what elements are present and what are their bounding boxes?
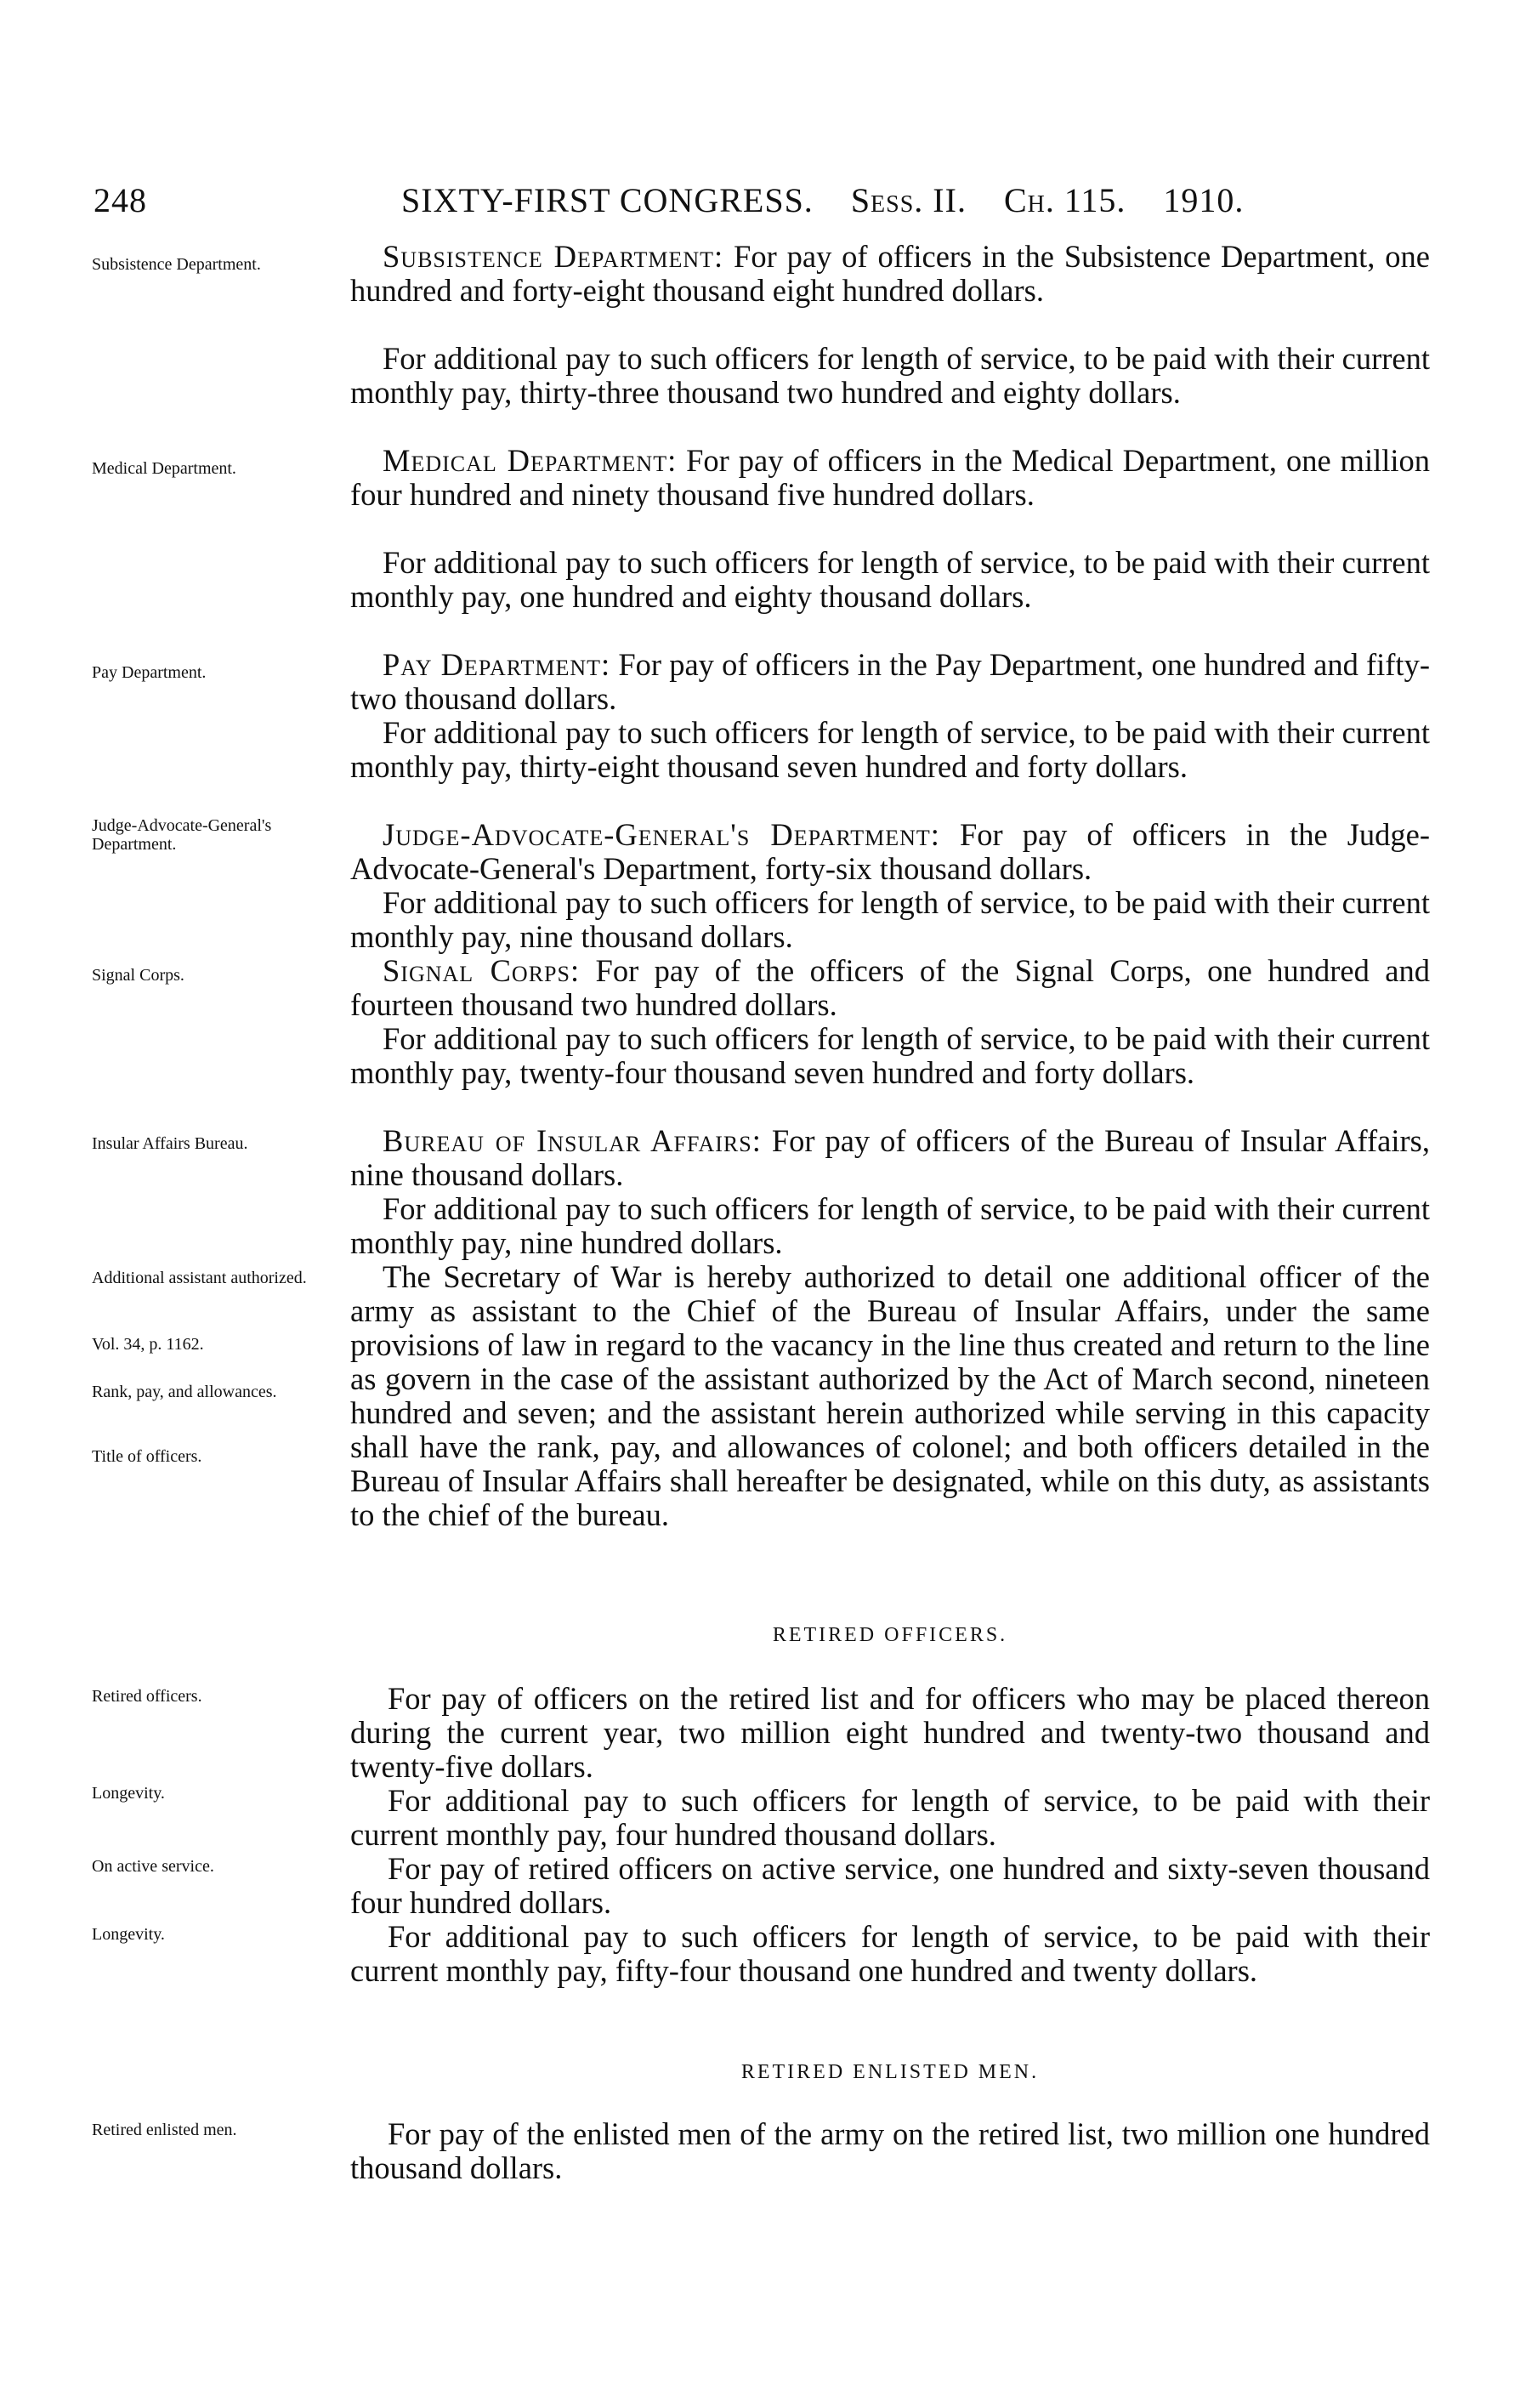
margin-note: Longevity. xyxy=(92,1784,165,1803)
margin-note: Vol. 34, p. 1162. xyxy=(92,1335,204,1354)
paragraph: For additional pay to such officers for length of service, to be paid with their current monthly pay, nine hundred dollars. xyxy=(350,1191,1430,1260)
paragraph: Medical Department: For pay of officers in the Medical Department, one million four hundred and ninety thousand five hundred dollars. xyxy=(350,443,1431,512)
paragraph: Signal Corps: For pay of the officers of the Signal Corps, one hundred and fourteen thousand two hundred dollars. xyxy=(350,953,1430,1022)
margin-note: Subsistence Department. xyxy=(92,255,261,274)
paragraph: For additional pay to such officers for length of service, to be paid with their current monthly pay, four hundred thousand dollars. xyxy=(350,1783,1430,1852)
paragraph: For additional pay to such officers for length of service, to be paid with their current monthly pay, nine thousand dollars. xyxy=(350,885,1430,954)
margin-note: Retired enlisted men. xyxy=(92,2121,237,2139)
margin-note: On active service. xyxy=(92,1857,214,1876)
paragraph: For additional pay to such officers for length of service, to be paid with their current monthly pay, twenty-four thousand seven hundred and forty dollars. xyxy=(350,1021,1430,1090)
paragraph: Subsistence Department: For pay of officers in the Subsistence Department, one hundred and forty-eight thousand eight hundred dollars. xyxy=(350,239,1430,308)
paragraph: For pay of officers on the retired list and for officers who may be placed thereon during the current year, two million eight hundred and twenty-two thousand and twenty-five dollars. xyxy=(350,1681,1430,1784)
margin-note: Judge-Advocate-General's Department. xyxy=(92,816,272,854)
paragraph: For additional pay to such officers for length of service, to be paid with their current monthly pay, thirty-eight thousand seven hundred and forty dollars. xyxy=(350,715,1430,784)
margin-note: Longevity. xyxy=(92,1925,165,1944)
paragraph: The Secretary of War is hereby authorized to detail one additional officer of the army as assistant to the Chief of the Bureau of Insular Affairs, under the same provisions of law in regard to the vacancy in the line thus created and return to the line as govern in the case of the assistant authorized by the Act of March second, nineteen hundred and seven; and the assistant herein authorized while serving in this capacity shall have the rank, pay, and allowances of colonel; and both officers detailed in the Bureau of Insular Affairs shall hereafter be designated, while on this duty, as assistants to the chief of the bureau. xyxy=(350,1259,1430,1532)
running-header xyxy=(94,180,1437,223)
year: 1910. xyxy=(1163,181,1245,219)
paragraph: For additional pay to such officers for length of service, to be paid with their current monthly pay, thirty-three thousand two hundred and eighty dollars. xyxy=(350,341,1430,410)
margin-note: Medical Department. xyxy=(92,459,236,478)
margin-note: Title of officers. xyxy=(92,1447,202,1466)
paragraph: For additional pay to such officers for length of service, to be paid with their current monthly pay, one hundred and eighty thousand dollars. xyxy=(350,545,1430,614)
congress-title: SIXTY-FIRST CONGRESS. xyxy=(401,181,814,219)
margin-note: Retired officers. xyxy=(92,1687,202,1706)
section-heading-retired-enlisted-men: RETIRED ENLISTED MEN. xyxy=(740,2061,1040,2083)
margin-note: Signal Corps. xyxy=(92,966,184,985)
paragraph: Pay Department: For pay of officers in the Pay Department, one hundred and fifty-two thousand dollars. xyxy=(350,647,1430,716)
margin-note: Additional assistant authorized. xyxy=(92,1269,307,1287)
page-number: 248 xyxy=(94,181,147,219)
chapter: Ch. 115. xyxy=(1003,181,1126,219)
paragraph: For pay of the enlisted men of the army on the retired list, two million one hundred thousand dollars. xyxy=(350,2116,1430,2185)
paragraph: For pay of retired officers on active service, one hundred and sixty-seven thousand four hundred dollars. xyxy=(350,1851,1430,1920)
paragraph: Bureau of Insular Affairs: For pay of officers of the Bureau of Insular Affairs, nine thousand dollars. xyxy=(350,1123,1430,1192)
session: Sess. II. xyxy=(850,181,967,219)
margin-note: Rank, pay, and allowances. xyxy=(92,1383,277,1401)
running-title xyxy=(401,180,1244,220)
margin-note: Pay Department. xyxy=(92,663,207,682)
paragraph: Judge-Advocate-General's Department: For pay of officers in the Judge-Advocate-General's Department, forty-six thousand dollars. xyxy=(350,817,1431,886)
margin-note: Insular Affairs Bureau. xyxy=(92,1134,248,1153)
paragraph: For additional pay to such officers for length of service, to be paid with their current monthly pay, fifty-four thousand one hundred and twenty dollars. xyxy=(350,1919,1430,1988)
section-heading-retired-officers: RETIRED OFFICERS. xyxy=(772,1624,1008,1646)
